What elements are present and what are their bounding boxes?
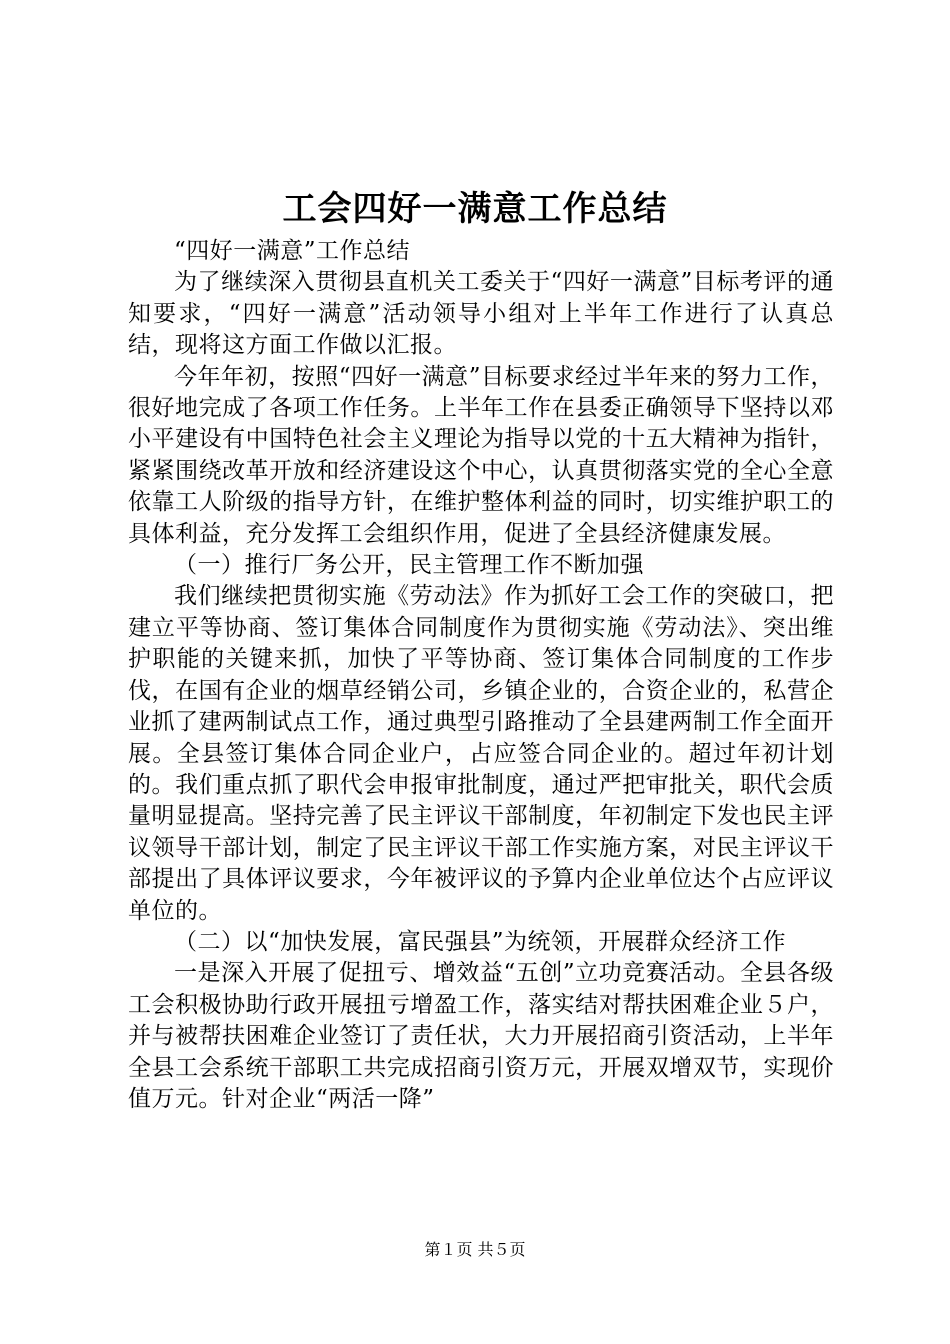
document-title: 工会四好一满意工作总结 <box>282 189 668 229</box>
section-2-paragraph: 一是深入开展了促扭亏、增效益“五创”立功竞赛活动。全县各级工会积极协助行政开展扭亏增盈工作，落实结对帮扶困难企业５户，并与被帮扶困难企业签订了责任状，大力开展招商引资活动，上半年全县工会系统干部职工共完成招商引资万元，开展双增双节，实现价值万元。针对企业“两活一降” <box>128 960 834 1112</box>
document-body <box>128 236 834 1115</box>
section-1-paragraph: 我们继续把贯彻实施《劳动法》作为抓好工会工作的突破口，把建立平等协商、签订集体合同制度作为贯彻实施《劳动法》、突出维护职能的关键来抓，加快了平等协商、签订集体合同制度的工作步伐，在国有企业的烟草经销公司，乡镇企业的，合资企业的，私营企业抓了建两制试点工作，通过典型引路推动了全县建两制工作全面开展。全县签订集体合同企业户，占应签合同企业的。超过年初计划的。我们重点抓了职代会申报审批制度，通过严把审批关，职代会质量明显提高。坚持完善了民主评议干部制度，年初制定下发也民主评议领导干部计划，制定了民主评议干部工作实施方案，对民主评议干部提出了具体评议要求，今年被评议的予算内企业单位达个占应评议单位的。 <box>128 583 834 924</box>
section-heading-1: （一）推行厂务公开，民主管理工作不断加强 <box>174 552 644 579</box>
overview-paragraph: 今年年初，按照“四好一满意”目标要求经过半年来的努力工作，很好地完成了各项工作任务。上半年工作在县委正确领导下坚持以邓小平建设有中国特色社会主义理论为指导以党的十五大精神为指针，紧紧围绕改革开放和经济建设这个中心，认真贯彻落实党的全心全意依靠工人阶级的指导方针，在维护整体利益的同时，切实维护职工的具体利益，充分发挥工会组织作用，促进了全县经济健康发展。 <box>128 363 834 547</box>
subtitle-paragraph: “四好一满意”工作总结 <box>174 238 411 264</box>
section-heading-2: （二）以“加快发展，富民强县”为统领，开展群众经济工作 <box>174 928 787 955</box>
intro-paragraph: 为了继续深入贯彻县直机关工委关于“四好一满意”目标考评的通知要求，“四好一满意”活动领导小组对上半年工作进行了认真总结，现将这方面工作做以汇报。 <box>128 269 834 359</box>
page-footer: 第１页 共５页 <box>424 1240 526 1259</box>
